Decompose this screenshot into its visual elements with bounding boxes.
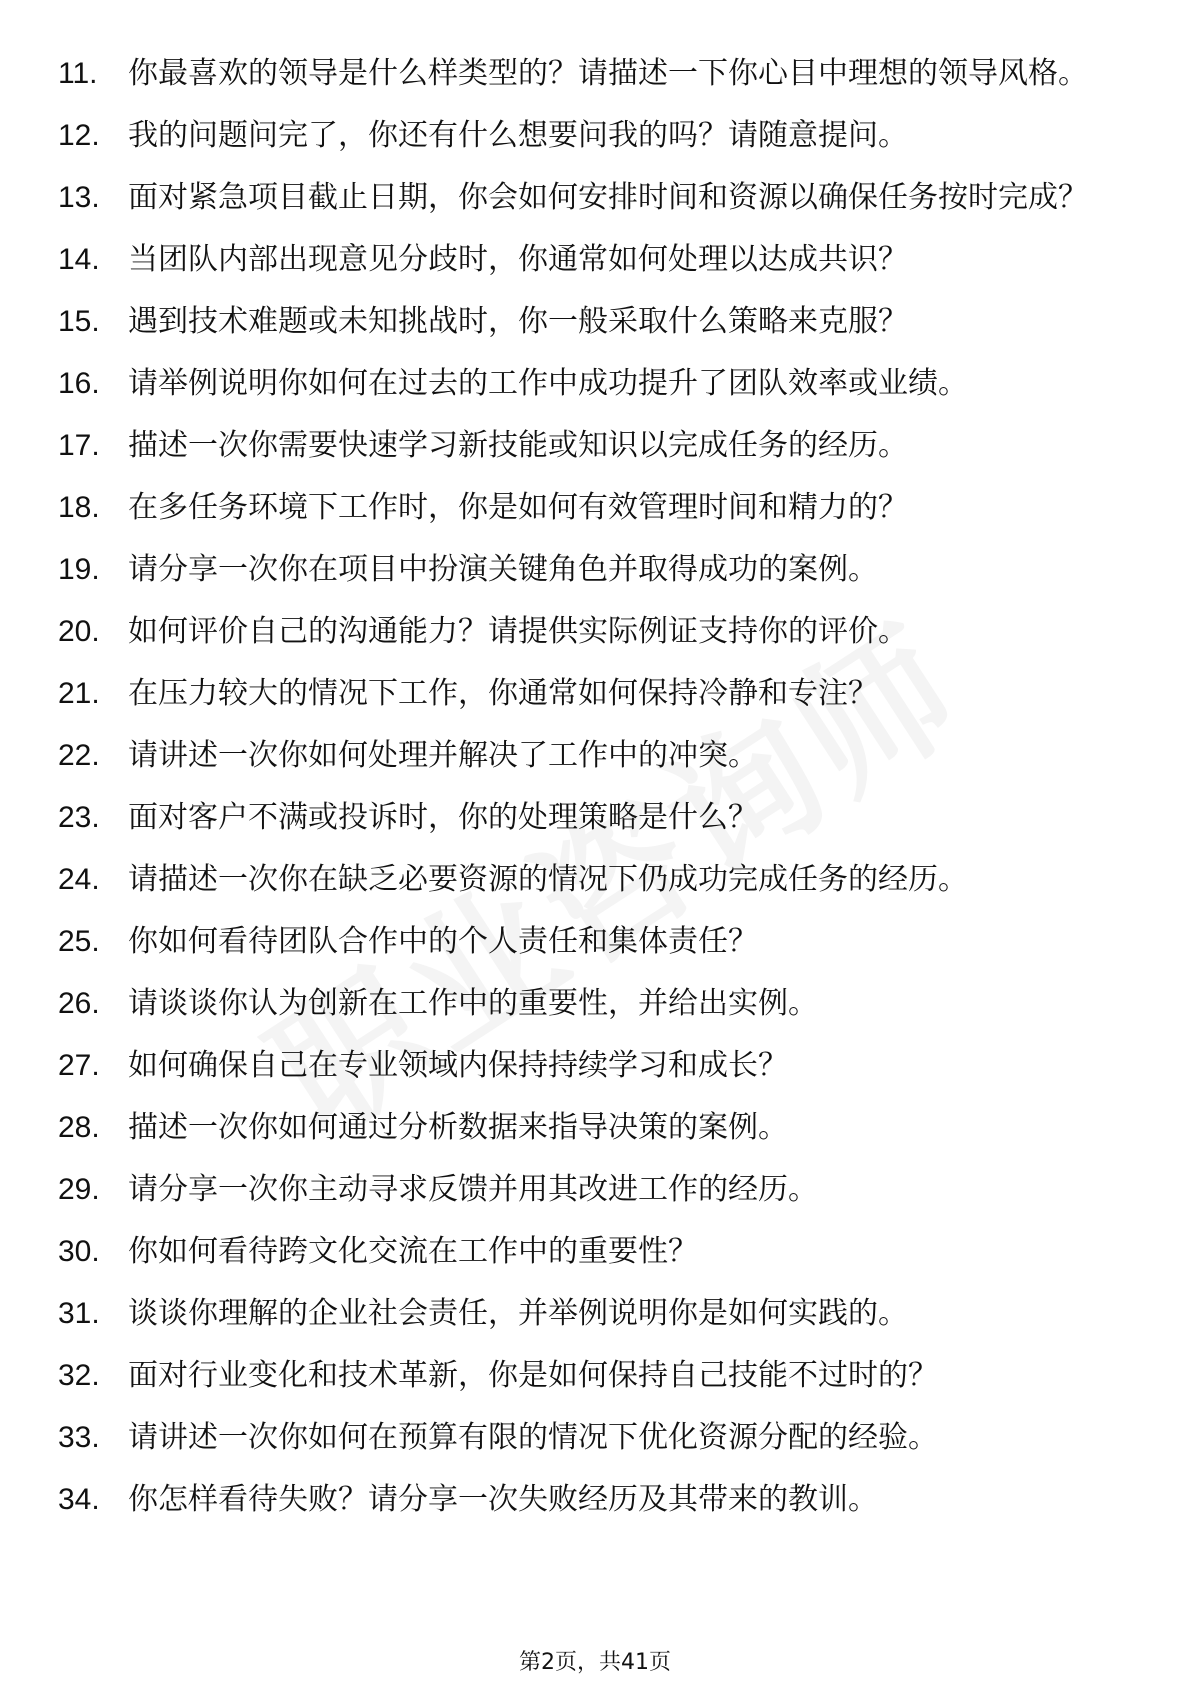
- question-text: 请举例说明你如何在过去的工作中成功提升了团队效率或业绩。: [128, 366, 968, 401]
- question-number: 14.: [58, 243, 100, 276]
- question-text: 请描述一次你在缺乏必要资源的情况下仍成功完成任务的经历。: [128, 862, 968, 897]
- question-number: 20.: [58, 615, 100, 648]
- question-text: 你如何看待跨文化交流在工作中的重要性？: [128, 1234, 698, 1269]
- question-number: 22.: [58, 739, 100, 772]
- question-text: 遇到技术难题或未知挑战时，你一般采取什么策略来克服？: [128, 304, 908, 339]
- question-item: [58, 1480, 1138, 1520]
- question-number: 32.: [58, 1359, 100, 1392]
- question-item: [58, 116, 1138, 156]
- question-text: 你如何看待团队合作中的个人责任和集体责任？: [128, 924, 758, 959]
- question-item: [58, 550, 1138, 590]
- question-number: 24.: [58, 863, 100, 896]
- question-text: 描述一次你如何通过分析数据来指导决策的案例。: [128, 1110, 788, 1145]
- question-item: [58, 426, 1138, 466]
- question-item: [58, 612, 1138, 652]
- question-text: 谈谈你理解的企业社会责任，并举例说明你是如何实践的。: [128, 1296, 908, 1331]
- question-text: 你最喜欢的领导是什么样类型的？请描述一下你心目中理想的领导风格。: [128, 56, 1088, 91]
- question-number: 17.: [58, 429, 100, 462]
- question-item: [58, 984, 1138, 1024]
- question-item: [58, 922, 1138, 962]
- question-text: 请讲述一次你如何处理并解决了工作中的冲突。: [128, 738, 758, 773]
- question-item: [58, 302, 1138, 342]
- question-item: [58, 54, 1138, 94]
- question-number: 34.: [58, 1483, 100, 1516]
- question-item: [58, 1046, 1138, 1086]
- question-number: 25.: [58, 925, 100, 958]
- question-text: 请分享一次你在项目中扮演关键角色并取得成功的案例。: [128, 552, 878, 587]
- question-item: [58, 1232, 1138, 1272]
- question-list: [58, 54, 1138, 1542]
- question-number: 21.: [58, 677, 100, 710]
- question-text: 面对客户不满或投诉时，你的处理策略是什么？: [128, 800, 758, 835]
- question-text: 如何评价自己的沟通能力？请提供实际例证支持你的评价。: [128, 614, 908, 649]
- page-footer: 第2页，共41页: [519, 1650, 671, 1675]
- question-item: [58, 364, 1138, 404]
- question-text: 当团队内部出现意见分歧时，你通常如何处理以达成共识？: [128, 242, 908, 277]
- question-number: 27.: [58, 1049, 100, 1082]
- question-text: 请谈谈你认为创新在工作中的重要性，并给出实例。: [128, 986, 818, 1021]
- question-text: 描述一次你需要快速学习新技能或知识以完成任务的经历。: [128, 428, 908, 463]
- question-item: [58, 798, 1138, 838]
- question-text: 你怎样看待失败？请分享一次失败经历及其带来的教训。: [128, 1482, 878, 1517]
- question-item: [58, 1108, 1138, 1148]
- question-item: [58, 178, 1138, 218]
- question-number: 23.: [58, 801, 100, 834]
- question-item: [58, 674, 1138, 714]
- question-text: 如何确保自己在专业领域内保持持续学习和成长？: [128, 1048, 788, 1083]
- question-number: 30.: [58, 1235, 100, 1268]
- question-number: 29.: [58, 1173, 100, 1206]
- question-item: [58, 1294, 1138, 1334]
- question-item: [58, 1356, 1138, 1396]
- question-item: [58, 736, 1138, 776]
- question-number: 15.: [58, 305, 100, 338]
- question-item: [58, 860, 1138, 900]
- question-text: 在压力较大的情况下工作，你通常如何保持冷静和专注？: [128, 676, 878, 711]
- question-number: 16.: [58, 367, 100, 400]
- question-text: 请讲述一次你如何在预算有限的情况下优化资源分配的经验。: [128, 1420, 938, 1455]
- question-text: 我的问题问完了，你还有什么想要问我的吗？请随意提问。: [128, 118, 908, 153]
- question-number: 33.: [58, 1421, 100, 1454]
- question-item: [58, 1418, 1138, 1458]
- question-number: 31.: [58, 1297, 100, 1330]
- question-number: 28.: [58, 1111, 100, 1144]
- question-number: 13.: [58, 181, 100, 214]
- question-number: 11.: [58, 57, 98, 90]
- question-text: 面对行业变化和技术革新，你是如何保持自己技能不过时的？: [128, 1358, 938, 1393]
- question-text: 请分享一次你主动寻求反馈并用其改进工作的经历。: [128, 1172, 818, 1207]
- question-text: 面对紧急项目截止日期，你会如何安排时间和资源以确保任务按时完成？: [128, 180, 1088, 215]
- question-number: 18.: [58, 491, 100, 524]
- question-item: [58, 488, 1138, 528]
- question-number: 26.: [58, 987, 100, 1020]
- question-number: 19.: [58, 553, 100, 586]
- question-item: [58, 1170, 1138, 1210]
- question-item: [58, 240, 1138, 280]
- question-number: 12.: [58, 119, 100, 152]
- question-text: 在多任务环境下工作时，你是如何有效管理时间和精力的？: [128, 490, 908, 525]
